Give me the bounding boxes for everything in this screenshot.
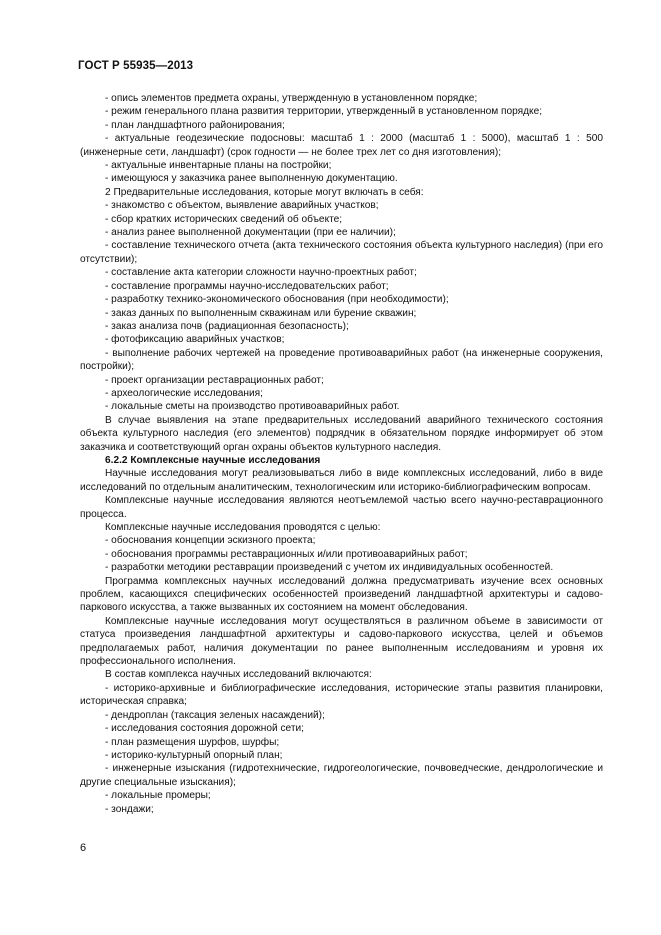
paragraph: - анализ ранее выполненной документации (при ее наличии); (105, 227, 396, 239)
paragraph: Комплексные научные исследования являются неотъемлемой частью всего научно-реставрационного процесса. (80, 495, 603, 520)
paragraph: - локальные промеры; (105, 790, 211, 802)
paragraph: - археологические исследования; (105, 387, 263, 399)
paragraph: - актуальные геодезические подосновы: масштаб 1 : 2000 (масштаб 1 : 5000), масштаб 1 : 500 (инженерные сети, ландшафт) (срок годности — не более трех лет со дня изготовления); (80, 133, 603, 158)
paragraph: - обоснования программы реставрационных и/или противоаварийных работ; (105, 548, 468, 560)
paragraph: - составление программы научно-исследовательских работ; (105, 280, 389, 292)
paragraph: - историко-культурный опорный план; (105, 749, 283, 761)
paragraph: - план ландшафтного районирования; (105, 119, 285, 131)
paragraph: - актуальные инвентарные планы на постройки; (105, 160, 332, 172)
paragraph: - составление технического отчета (акта технического состояния объекта культурного наследия) (при его отсутствии); (80, 240, 603, 265)
paragraph: Программа комплексных научных исследований должна предусматривать изучение всех основных проблем, касающихся специфических особенностей произведений ландшафтной архитектуры и садово-паркового искусства, а также вызванных их состоянием на момент обследования. (80, 575, 603, 614)
paragraph: - фотофиксацию аварийных участков; (105, 334, 285, 346)
paragraph: - выполнение рабочих чертежей на проведение противоаварийных работ (на инженерные сооружения, постройки); (80, 347, 603, 373)
paragraph: - опись элементов предмета охраны, утвержденную в установленном порядке; (105, 93, 478, 104)
page-number: 6 (80, 842, 87, 854)
paragraph: - режим генерального плана развития территории, утвержденный в установленном порядке; (105, 106, 543, 118)
paragraph: - исследования состояния дорожной сети; (105, 723, 304, 735)
document-header: ГОСТ Р 55935—2013 (78, 60, 194, 72)
paragraph: В случае выявления на этапе предварительных исследований аварийного технического состояния объекта культурного наследия (его элементов) подрядчик в обязательном порядке информирует об этом заказчика и соответствующий орган охраны объектов культурного наследия. (80, 414, 603, 453)
paragraph: - имеющуюся у заказчика ранее выполненную документацию. (105, 173, 398, 185)
paragraph: - составление акта категории сложности научно-проектных работ; (105, 267, 417, 279)
paragraph: - обоснования концепции эскизного проекта; (105, 535, 316, 547)
paragraph: - историко-архивные и библиографические исследования, исторические этапы развития планировки, историческая справка; (80, 682, 603, 708)
paragraph: - локальные сметы на производство противоаварийных работ. (105, 401, 400, 413)
paragraph: Комплексные научные исследования проводятся с целью: (105, 522, 381, 533)
paragraph: Комплексные научные исследования могут осуществляться в различном объеме в зависимости от статуса произведения ландшафтной архитектуры и садово-паркового искусства, целей и объемов предполагаемых работ, наличия документации по ранее выполненным исследованиям и уровня их профессионального исполнения. (80, 615, 603, 668)
paragraph: - заказ анализа почв (радиационная безопасность); (105, 320, 349, 332)
paragraph: 2 Предварительные исследования, которые могут включать в себя: (105, 186, 424, 198)
paragraph: - зондажи; (105, 803, 154, 815)
paragraph: Научные исследования могут реализовываться либо в виде комплексных исследований, либо в виде исследований по отдельным аналитическим, технологическим или историко-библиографическим вопросам. (80, 468, 603, 493)
paragraph: - дендроплан (таксация зеленых насаждений); (105, 709, 325, 721)
paragraph: - сбор кратких исторических сведений об объекте; (105, 213, 343, 225)
paragraph: - разработку технико-экономического обоснования (при необходимости); (105, 294, 449, 306)
paragraph: - инженерные изыскания (гидротехнические, гидрогеологические, почвоведческие, дендрологические и другие специальные изыскания); (80, 763, 603, 788)
paragraph: - план размещения шурфов, шурфы; (105, 736, 280, 748)
paragraph: - знакомство с объектом, выявление аварийных участков; (105, 200, 379, 212)
paragraph: - разработки методики реставрации произведений с учетом их индивидуальных особенностей. (105, 562, 554, 574)
paragraph: - заказ данных по выполненным скважинам или бурение скважин; (105, 307, 417, 319)
document-body (80, 92, 603, 816)
paragraph: - проект организации реставрационных работ; (105, 374, 324, 386)
paragraph: В состав комплекса научных исследований включаются: (105, 669, 372, 681)
section-heading: 6.2.2 Комплексные научные исследования (105, 454, 321, 466)
